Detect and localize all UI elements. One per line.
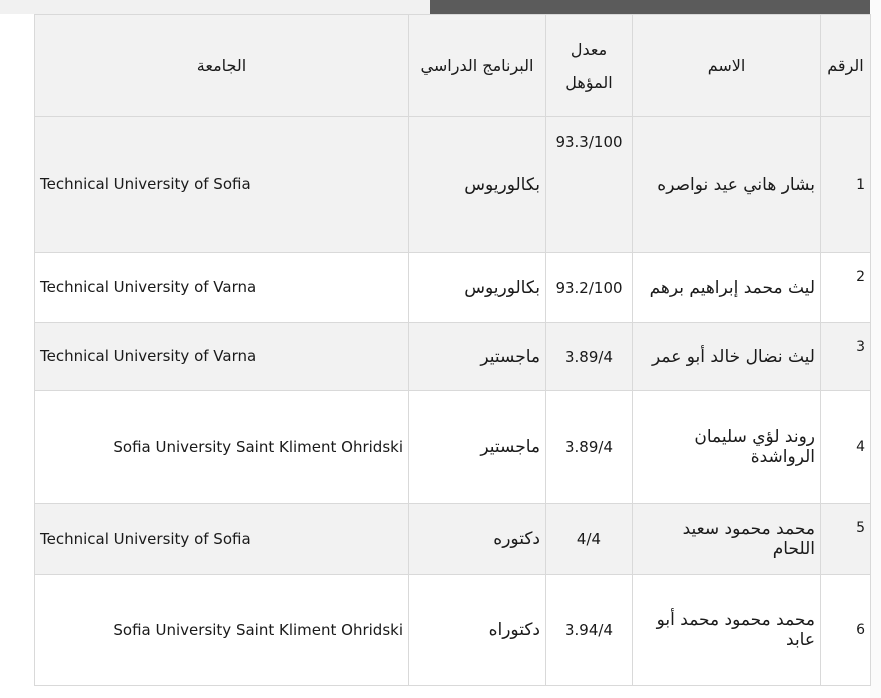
table-row <box>35 253 871 323</box>
row-university: Technical University of Varna <box>35 323 409 391</box>
row-number: 5 <box>821 504 871 575</box>
row-name: محمد محمود محمد أبو عابد <box>633 575 821 686</box>
page-right-edge <box>870 0 881 698</box>
row-name: محمد محمود سعيد اللحام <box>633 504 821 575</box>
row-program: ماجستير <box>409 323 546 391</box>
row-grade: 3.89/4 <box>546 391 633 504</box>
table-row <box>35 575 871 686</box>
row-grade: 3.89/4 <box>546 323 633 391</box>
header-name: الاسم <box>633 15 821 117</box>
row-number: 2 <box>821 253 871 323</box>
row-number: 1 <box>821 117 871 253</box>
table-row <box>35 323 871 391</box>
graduates-table <box>34 14 871 686</box>
row-grade: 3.94/4 <box>546 575 633 686</box>
row-program: ماجستير <box>409 391 546 504</box>
row-university: Technical University of Sofia <box>35 504 409 575</box>
header-grade: معدل المؤهل <box>546 15 633 117</box>
row-program: دكتوراه <box>409 575 546 686</box>
row-program: بكالوريوس <box>409 253 546 323</box>
header-number: الرقم <box>821 15 871 117</box>
row-university: Technical University of Sofia <box>35 117 409 253</box>
header-university: الجامعة <box>35 15 409 117</box>
row-number: 3 <box>821 323 871 391</box>
row-university: Technical University of Varna <box>35 253 409 323</box>
row-number: 4 <box>821 391 871 504</box>
row-grade: 93.2/100 <box>546 253 633 323</box>
row-program: دكتوره <box>409 504 546 575</box>
row-name: بشار هاني عيد نواصره <box>633 117 821 253</box>
row-grade: 4/4 <box>546 504 633 575</box>
page-top-strip <box>0 0 430 14</box>
table-row <box>35 504 871 575</box>
dark-header-strip <box>430 0 870 14</box>
row-name: روند لؤي سليمان الرواشدة <box>633 391 821 504</box>
table-row <box>35 117 871 253</box>
table-header-row <box>35 15 871 117</box>
row-university: Sofia University Saint Kliment Ohridski <box>35 391 409 504</box>
row-name: ليث نضال خالد أبو عمر <box>633 323 821 391</box>
row-name: ليث محمد إبراهيم برهم <box>633 253 821 323</box>
row-grade: 93.3/100 <box>546 117 633 253</box>
row-university: Sofia University Saint Kliment Ohridski <box>35 575 409 686</box>
header-program: البرنامج الدراسي <box>409 15 546 117</box>
row-program: بكالوريوس <box>409 117 546 253</box>
table-row <box>35 391 871 504</box>
row-number: 6 <box>821 575 871 686</box>
